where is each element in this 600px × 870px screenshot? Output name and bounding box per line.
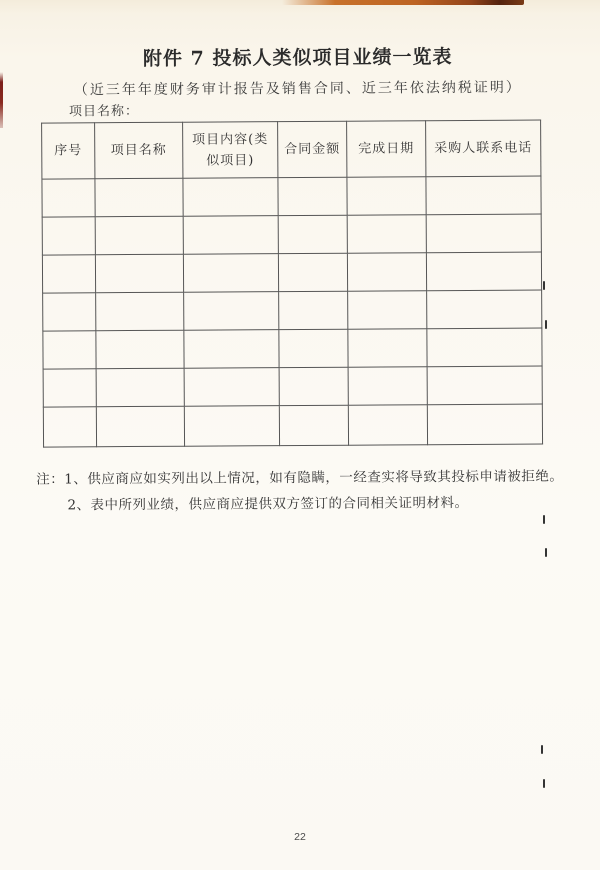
col-header-project-content: 项目内容(类似项目) [183, 122, 278, 179]
table-cell [96, 406, 184, 447]
table-cell [42, 217, 95, 255]
table-row [42, 176, 541, 217]
table-cell [426, 176, 541, 215]
table-row [43, 366, 542, 407]
table-cell [43, 369, 96, 407]
table-cell [427, 328, 542, 367]
col-header-contract-amount: 合同金额 [278, 121, 347, 177]
table-cell [43, 331, 96, 369]
note-line-2: 2、表中所列业绩，供应商应提供双方签订的合同相关证明材料。 [67, 494, 469, 514]
project-name-label: 项目名称： [68, 103, 140, 120]
table-cell [427, 404, 542, 445]
table-cell [347, 253, 426, 291]
table-cell [184, 292, 279, 331]
col-header-serial-number: 序号 [42, 123, 95, 179]
table-cell [96, 292, 184, 331]
table-cell [278, 253, 347, 291]
table-row [42, 214, 541, 255]
table-cell [42, 179, 95, 217]
table-cell [279, 367, 348, 405]
table-cell [95, 216, 183, 255]
col-header-completion-date: 完成日期 [347, 121, 426, 177]
table-cell [95, 254, 183, 293]
table-cell [279, 329, 348, 367]
note-line-1: 注：1、供应商应如实列出以上情况，如有隐瞒，一经查实将导致其投标申请被拒绝。 [36, 468, 564, 488]
table-cell [427, 290, 542, 329]
page-number: 22 [294, 831, 306, 843]
col-header-project-name: 项目名称 [95, 122, 183, 179]
table-cell [347, 177, 426, 215]
table-cell [279, 291, 348, 329]
table-row [43, 328, 542, 369]
table-cell [96, 330, 184, 369]
table-row [43, 290, 542, 331]
col-header-purchaser-phone: 采购人联系电话 [426, 120, 541, 177]
table-cell [183, 254, 278, 293]
table-cell [426, 214, 541, 253]
table-cell [42, 255, 95, 293]
table-cell [184, 330, 279, 369]
table-cell [348, 329, 427, 367]
table-cell [43, 407, 96, 447]
table-cell [427, 366, 542, 405]
table-cell [184, 406, 279, 447]
table-cell [278, 177, 347, 215]
performance-table [41, 120, 543, 448]
header-row [42, 120, 541, 179]
attachment-subtitle: （近三年年度财务审计报告及销售合同、近三年依法纳税证明） [73, 79, 522, 99]
table-cell [348, 367, 427, 405]
table-cell [347, 215, 426, 253]
table-cell [183, 216, 278, 255]
table-row [42, 252, 541, 293]
table-cell [184, 368, 279, 407]
table-cell [278, 215, 347, 253]
table-cell [279, 405, 348, 445]
table-cell [183, 178, 278, 217]
table-row [43, 404, 542, 447]
table-cell [426, 252, 541, 291]
table-cell [348, 291, 427, 329]
attachment-title: 附件 7 投标人类似项目业绩一览表 [142, 46, 453, 70]
table-cell [95, 178, 183, 217]
table-cell [348, 405, 427, 445]
table-cell [43, 293, 96, 331]
table-cell [96, 368, 184, 407]
